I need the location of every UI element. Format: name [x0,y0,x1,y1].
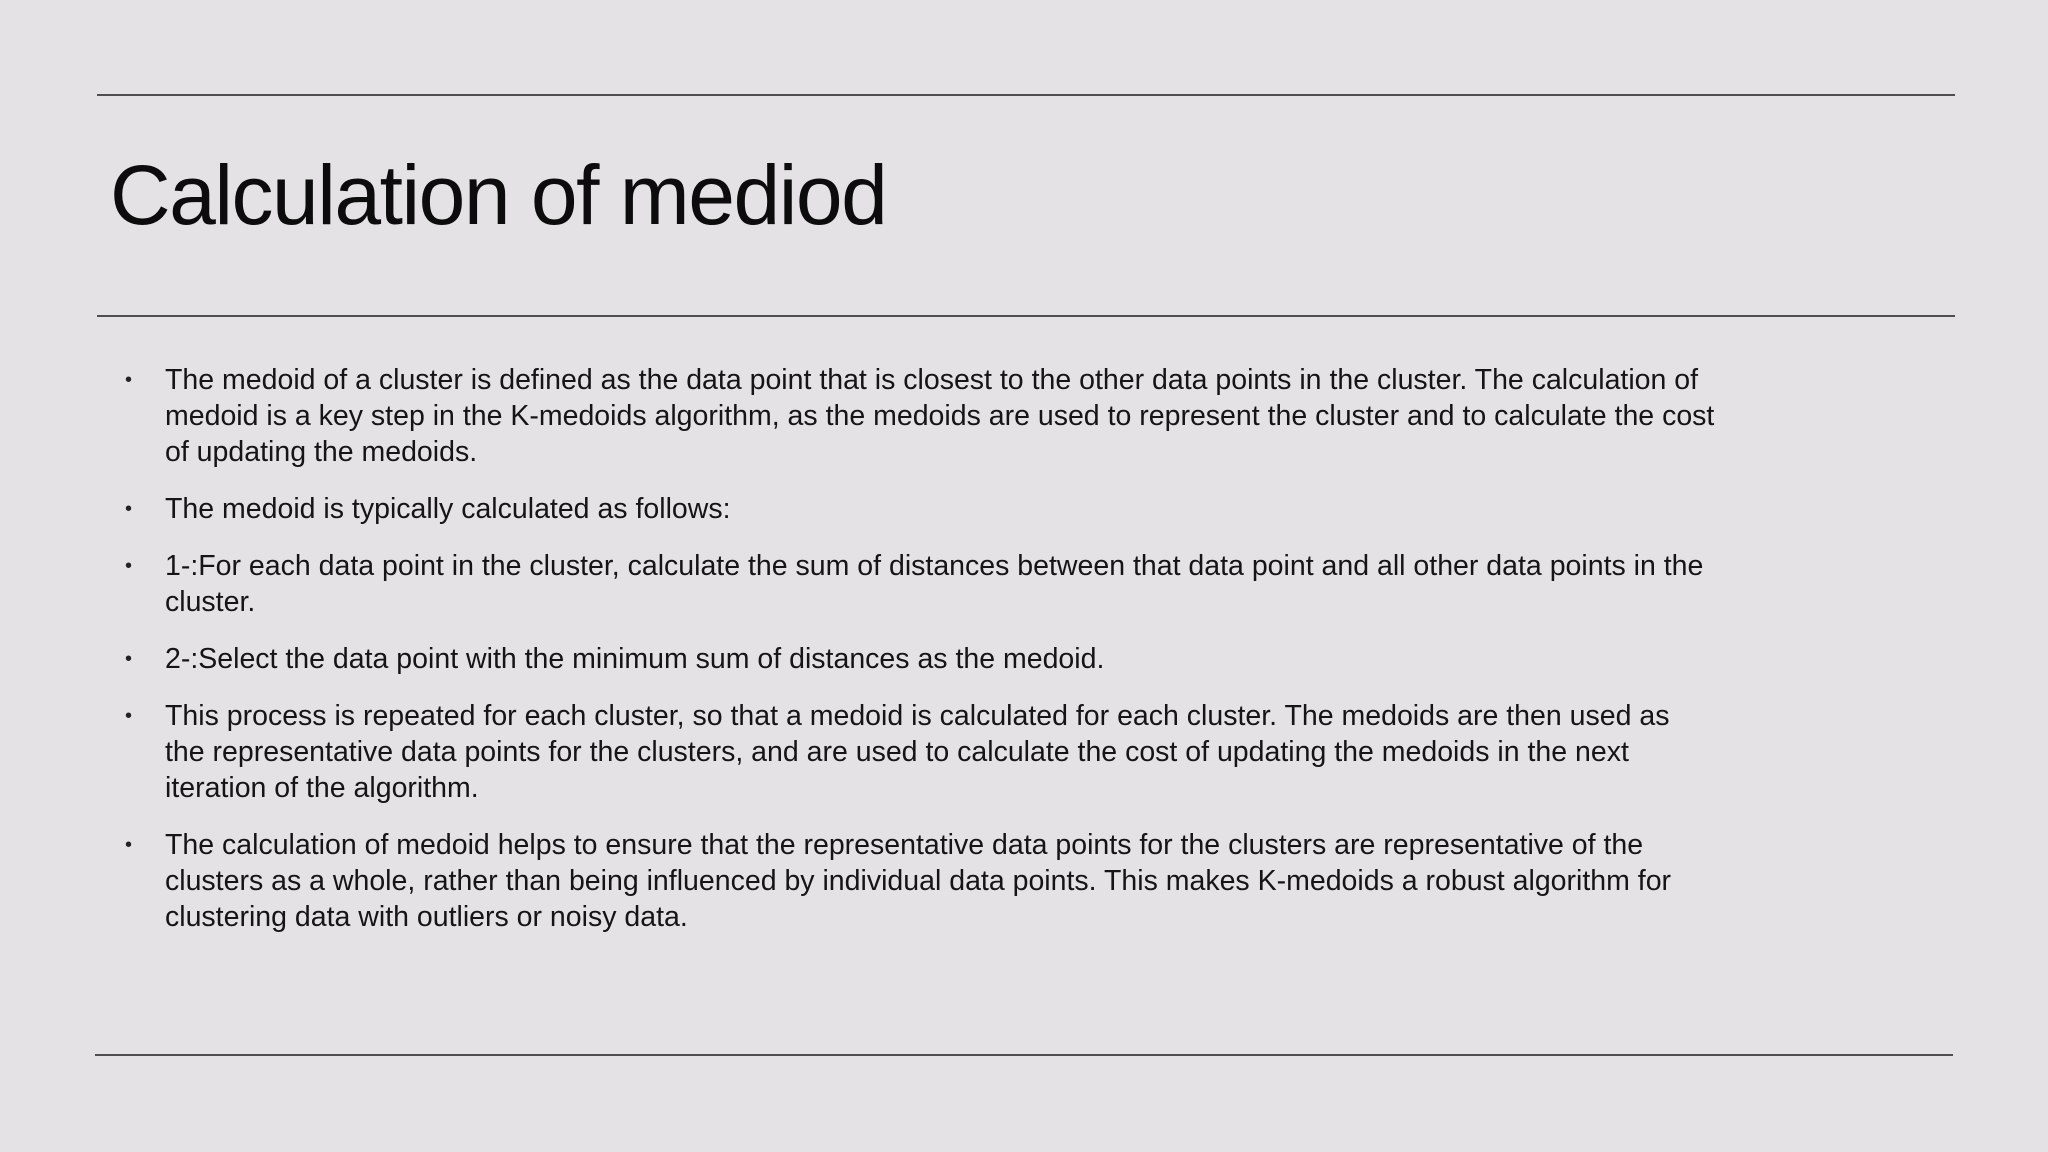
top-divider [97,94,1955,96]
title-divider [97,315,1955,317]
bullet-text: The medoid is typically calculated as follows: [165,493,731,525]
bullet-dot-icon: • [125,648,133,670]
bullet-dot-icon: • [125,555,133,577]
bullet-text: This process is repeated for each cluster, so that a medoid is calculated for each cluster. The medoids are then used as the representative data points for the clusters, and are used to calculate the cost of updating the medoids in the next iteration of the algorithm. [165,700,1670,804]
bullet-item [125,698,1715,806]
bullet-text: 1-:For each data point in the cluster, calculate the sum of distances between that data point and all other data points in the cluster. [165,550,1704,618]
bullet-item [125,362,1715,470]
bullet-item [125,491,1715,527]
bullet-dot-icon: • [125,834,133,856]
bullet-text: 2-:Select the data point with the minimum sum of distances as the medoid. [165,643,1105,675]
bullet-text: The medoid of a cluster is defined as the data point that is closest to the other data points in the cluster. The calculation of medoid is a key step in the K-medoids algorithm, as the medoids are used to represent the cluster and to calculate the cost of updating the medoids. [165,364,1715,468]
bullet-dot-icon: • [125,369,133,391]
bullet-item [125,827,1715,935]
bullet-item [125,548,1715,620]
slide-title: Calculation of mediod [110,148,887,242]
bullet-list [125,362,1715,956]
bullet-item [125,641,1715,677]
bullet-dot-icon: • [125,498,133,520]
bullet-text: The calculation of medoid helps to ensure that the representative data points for the clusters are representative of the clusters as a whole, rather than being influenced by individual data points. This makes K-medoids a robust algorithm for clustering data with outliers or noisy data. [165,829,1672,933]
bullet-dot-icon: • [125,705,133,727]
bottom-divider [95,1054,1953,1056]
